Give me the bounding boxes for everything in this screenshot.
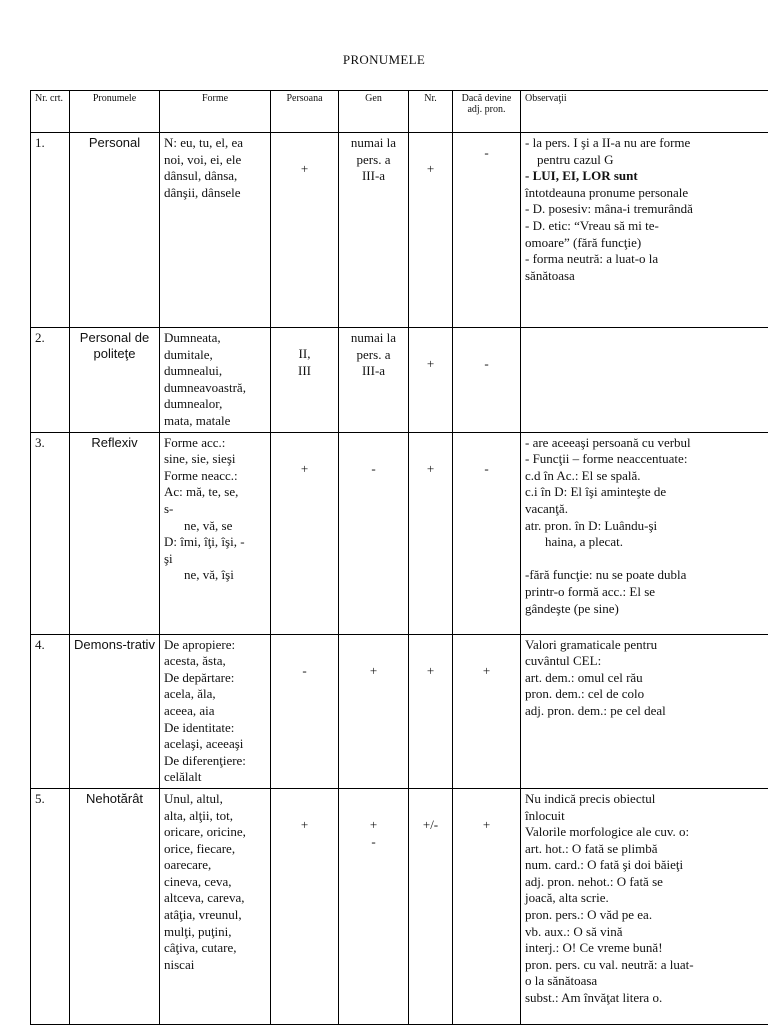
cell-observatii: [521, 788, 768, 1024]
form-line: N: eu, tu, el, ea: [164, 135, 266, 152]
form-line: cineva, ceva,: [164, 874, 266, 891]
cell-persoana: -: [271, 634, 339, 788]
form-line: Forme neacc.:: [164, 468, 266, 485]
cell-observatii: [521, 634, 768, 788]
gen-line: numai la: [343, 330, 404, 347]
form-line: De diferenţiere:: [164, 753, 266, 770]
obs-line: c.d în Ac.: El se spală.: [525, 468, 764, 485]
cell-numar: +: [409, 634, 453, 788]
cell-adj: -: [453, 133, 521, 328]
form-line: noi, voi, ei, ele: [164, 152, 266, 169]
obs-line: pentru cazul G: [525, 152, 764, 169]
obs-line: Nu indică precis obiectul: [525, 791, 764, 808]
form-line: D: îmi, îţi, îşi, -: [164, 534, 266, 551]
cell-pronoun-name: Personal: [70, 133, 160, 328]
obs-line: o la sănătoasa: [525, 973, 764, 990]
cell-pronoun-name: Personal de politeţe: [70, 328, 160, 433]
cell-nr: 2.: [31, 328, 70, 433]
form-line: ne, vă, îşi: [164, 567, 266, 584]
form-line: De apropiere:: [164, 637, 266, 654]
gen-line: -: [343, 834, 404, 851]
cell-observatii: [521, 328, 768, 433]
cell-forms: [160, 133, 271, 328]
cell-pronoun-name: Reflexiv: [70, 432, 160, 634]
form-line: Dumneata,: [164, 330, 266, 347]
form-line: Ac: mă, te, se,: [164, 484, 266, 501]
cell-adj: -: [453, 328, 521, 433]
cell-numar: +: [409, 133, 453, 328]
form-line: niscai: [164, 957, 266, 974]
obs-line: pron. pers. cu val. neutră: a luat-: [525, 957, 764, 974]
obs-line: -fără funcţie: nu se poate dubla: [525, 567, 764, 584]
cell-adj: +: [453, 788, 521, 1024]
header-adj: Dacă devine adj. pron.: [453, 91, 521, 133]
cell-persoana: +: [271, 133, 339, 328]
gen-line: numai la: [343, 135, 404, 152]
obs-line: - D. posesiv: mâna-i tremurândă: [525, 201, 764, 218]
form-line: aceea, aia: [164, 703, 266, 720]
obs-line: subst.: Am învăţat litera o.: [525, 990, 764, 1007]
header-numar: Nr.: [409, 91, 453, 133]
cell-nr: 1.: [31, 133, 70, 328]
cell-pronoun-name: Demons-trativ: [70, 634, 160, 788]
cell-numar: +/-: [409, 788, 453, 1024]
form-line: mata, matale: [164, 413, 266, 430]
form-line: acesta, ăsta,: [164, 653, 266, 670]
obs-line: sănătoasa: [525, 268, 764, 285]
header-gen: Gen: [339, 91, 409, 133]
obs-line: c.i în D: El îşi aminteşte de: [525, 484, 764, 501]
obs-line: haina, a plecat.: [525, 534, 764, 551]
form-line: dumitale,: [164, 347, 266, 364]
header-observatii: Observaţii: [521, 91, 768, 133]
cell-nr: 3.: [31, 432, 70, 634]
cell-forms: [160, 328, 271, 433]
obs-line: - D. etic: “Vreau să mi te-: [525, 218, 764, 235]
cell-adj: +: [453, 634, 521, 788]
obs-line: Valorile morfologice ale cuv. o:: [525, 824, 764, 841]
cell-forms: [160, 788, 271, 1024]
cell-observatii: [521, 133, 768, 328]
form-line: acelaşi, aceeaşi: [164, 736, 266, 753]
form-line: dumnealor,: [164, 396, 266, 413]
cell-nr: 4.: [31, 634, 70, 788]
cell-pronoun-name: Nehotărât: [70, 788, 160, 1024]
obs-line: pron. dem.: cel de colo: [525, 686, 764, 703]
obs-line: printr-o formă acc.: El se: [525, 584, 764, 601]
form-line: atâţia, vreunul,: [164, 907, 266, 924]
obs-line: Valori gramaticale pentru: [525, 637, 764, 654]
table-row-reflexiv: [31, 432, 768, 634]
obs-line: - Funcţii – forme neaccentuate:: [525, 451, 764, 468]
form-line: ne, vă, se: [164, 518, 266, 535]
form-line: acela, ăla,: [164, 686, 266, 703]
gen-line: III-a: [343, 363, 404, 380]
obs-line: - forma neutră: a luat-o la: [525, 251, 764, 268]
form-line: dânşii, dânsele: [164, 185, 266, 202]
form-line: oarecare,: [164, 857, 266, 874]
obs-line: art. dem.: omul cel rău: [525, 670, 764, 687]
gen-line: pers. a: [343, 347, 404, 364]
obs-line: interj.: O! Ce vreme bună!: [525, 940, 764, 957]
obs-line: - la pers. I şi a II-a nu are forme: [525, 135, 764, 152]
header-forme: Forme: [160, 91, 271, 133]
cell-adj: -: [453, 432, 521, 634]
gen-line: pers. a: [343, 152, 404, 169]
table-row-demonstrativ: [31, 634, 768, 788]
form-line: orice, fiecare,: [164, 841, 266, 858]
obs-line: adj. pron. nehot.: O fată se: [525, 874, 764, 891]
form-line: De depărtare:: [164, 670, 266, 687]
cell-observatii: [521, 432, 768, 634]
persoana-line: II,: [275, 346, 334, 363]
cell-nr: 5.: [31, 788, 70, 1024]
pronoun-table: [30, 90, 768, 1025]
cell-gen: [339, 133, 409, 328]
gen-line: III-a: [343, 168, 404, 185]
form-line: dumnealui,: [164, 363, 266, 380]
form-line: altceva, careva,: [164, 890, 266, 907]
form-line: mulţi, puţini,: [164, 924, 266, 941]
gen-line: +: [343, 817, 404, 834]
obs-line: - LUI, EI, LOR sunt: [525, 168, 764, 185]
form-line: dumneavoastră,: [164, 380, 266, 397]
form-line: De identitate:: [164, 720, 266, 737]
table-row-politete: [31, 328, 768, 433]
form-line: sine, sie, sieşi: [164, 451, 266, 468]
header-persoana: Persoana: [271, 91, 339, 133]
obs-line: vacanţă.: [525, 501, 764, 518]
form-line: s-: [164, 501, 266, 518]
obs-line: joacă, alta scrie.: [525, 890, 764, 907]
table-row-personal: [31, 133, 768, 328]
header-nr: Nr. crt.: [31, 91, 70, 133]
cell-numar: +: [409, 432, 453, 634]
persoana-line: III: [275, 363, 334, 380]
cell-forms: [160, 634, 271, 788]
obs-line: atr. pron. în D: Luându-şi: [525, 518, 764, 535]
cell-numar: +: [409, 328, 453, 433]
cell-persoana: [271, 328, 339, 433]
cell-gen: +: [339, 634, 409, 788]
obs-line: art. hot.: O fată se plimbă: [525, 841, 764, 858]
obs-line: gândeşte (pe sine): [525, 601, 764, 618]
cell-forms: [160, 432, 271, 634]
obs-line: pron. pers.: O văd pe ea.: [525, 907, 764, 924]
cell-gen: [339, 328, 409, 433]
cell-persoana: +: [271, 788, 339, 1024]
header-pronumele: Pronumele: [70, 91, 160, 133]
cell-gen: -: [339, 432, 409, 634]
obs-line: vb. aux.: O să vină: [525, 924, 764, 941]
obs-spacer: [525, 551, 764, 568]
form-line: Unul, altul,: [164, 791, 266, 808]
obs-line: adj. pron. dem.: pe cel deal: [525, 703, 764, 720]
form-line: celălalt: [164, 769, 266, 786]
cell-persoana: +: [271, 432, 339, 634]
header-row: [31, 91, 768, 133]
obs-line: num. card.: O fată şi doi băieţi: [525, 857, 764, 874]
form-line: alta, alţii, tot,: [164, 808, 266, 825]
table-row-nehotarat: [31, 788, 768, 1024]
page-title: PRONUMELE: [0, 52, 768, 68]
obs-line: omoare” (fără funcţie): [525, 235, 764, 252]
form-line: dânsul, dânsa,: [164, 168, 266, 185]
form-line: oricare, oricine,: [164, 824, 266, 841]
obs-line: cuvântul CEL:: [525, 653, 764, 670]
form-line: Forme acc.:: [164, 435, 266, 452]
form-line: şi: [164, 551, 266, 568]
obs-line: întotdeauna pronume personale: [525, 185, 764, 202]
cell-gen: [339, 788, 409, 1024]
obs-line: înlocuit: [525, 808, 764, 825]
obs-line: - are aceeaşi persoană cu verbul: [525, 435, 764, 452]
form-line: câţiva, cutare,: [164, 940, 266, 957]
